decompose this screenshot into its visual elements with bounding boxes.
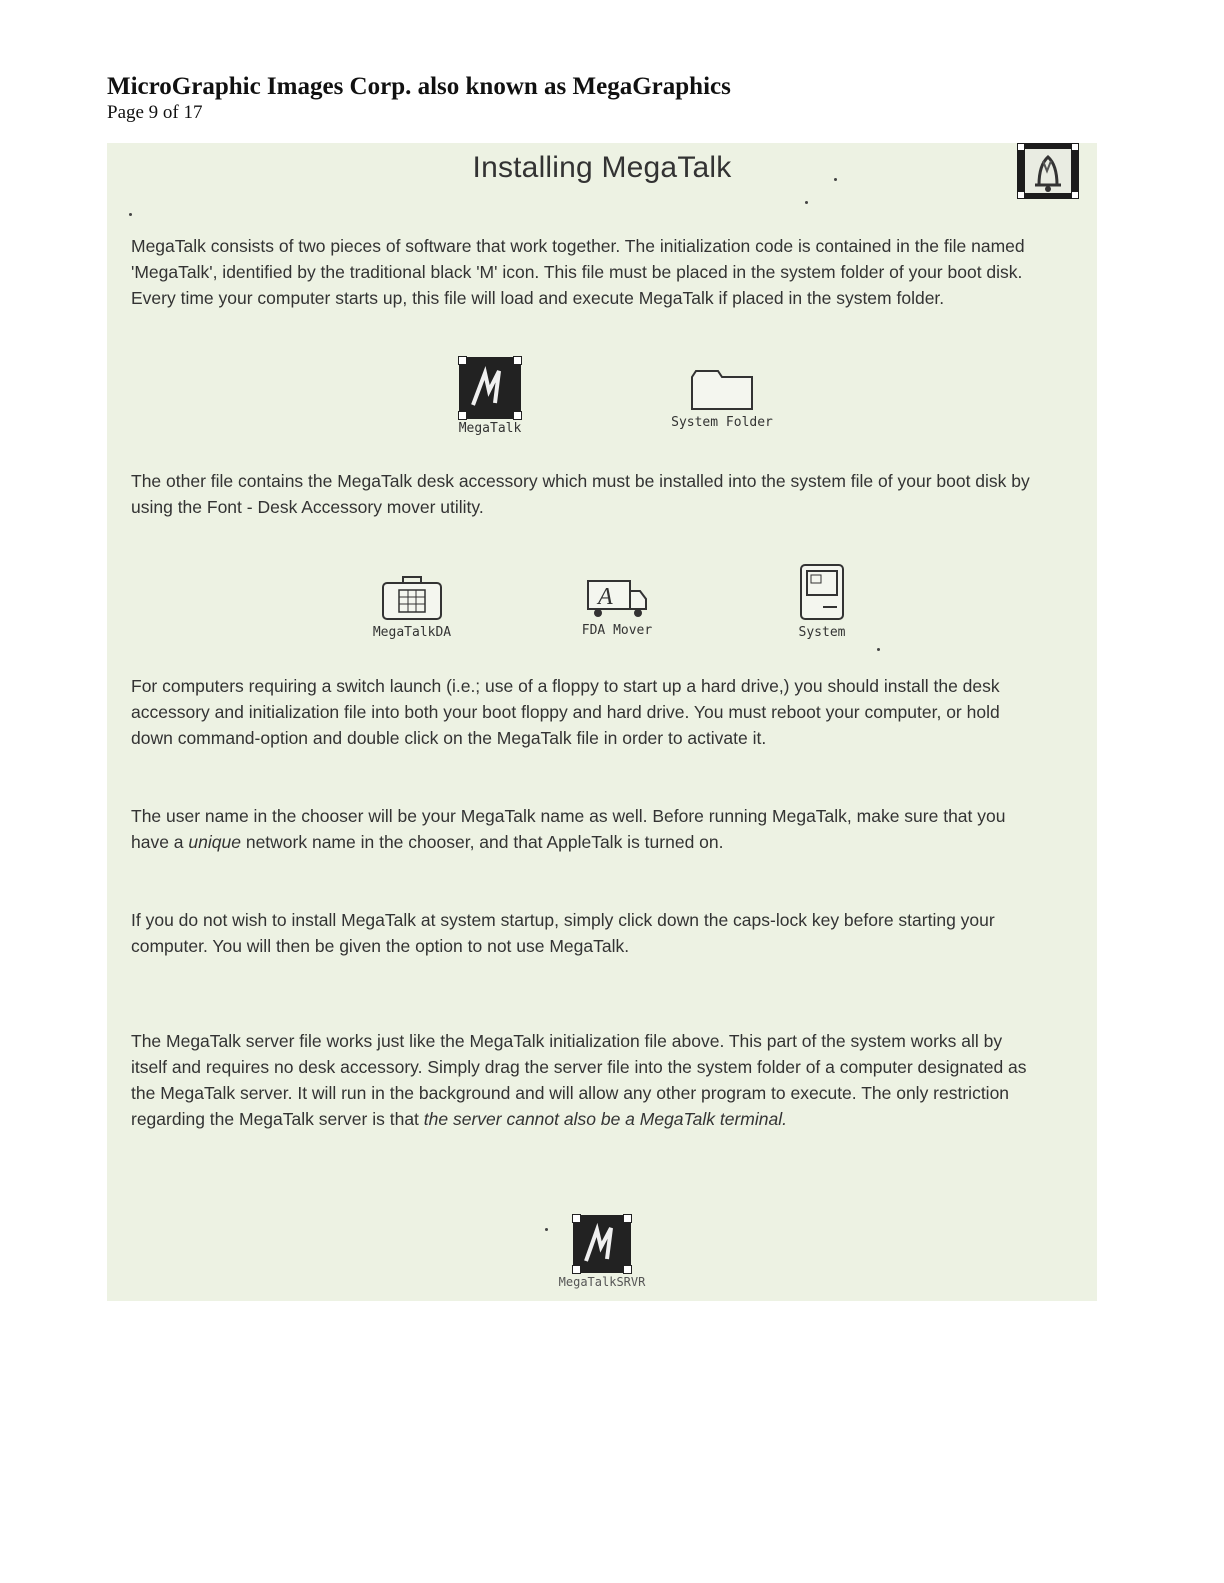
emphasis-text: unique xyxy=(188,832,241,852)
folder-icon xyxy=(688,363,756,413)
scan-speck xyxy=(805,201,808,204)
paragraph-user-name xyxy=(131,803,1041,855)
system-file xyxy=(777,563,867,640)
truck-icon xyxy=(584,575,650,621)
icon-label: System Folder xyxy=(671,415,773,430)
scan-speck xyxy=(545,1228,548,1231)
scan-speck xyxy=(834,178,837,181)
icon-label: MegaTalkDA xyxy=(372,625,452,640)
icon-label: System xyxy=(798,625,846,640)
icon-label: MegaTalkSRVR xyxy=(558,1275,646,1289)
bell-logo-icon xyxy=(1017,143,1079,199)
document-header xyxy=(107,72,731,124)
paragraph-server xyxy=(131,1028,1041,1132)
megatalkda-file xyxy=(352,573,472,640)
megatalk-file xyxy=(450,357,530,436)
paragraph-desk-accessory: The other file contains the MegaTalk desk accessory which must be installed into the system file of your boot disk by using the Font - Desk Accessory mover utility. xyxy=(131,471,1030,517)
svg-text:A: A xyxy=(598,584,613,610)
macintosh-icon xyxy=(797,563,847,623)
emphasis-text: the server cannot also be a MegaTalk terminal. xyxy=(423,1109,787,1129)
icon-label: FDA Mover xyxy=(581,623,653,638)
icon-label: MegaTalk xyxy=(458,421,522,436)
text-run: The user name in the chooser will be your MegaTalk name as well. Before running MegaTalk, make sure that you have a xyxy=(131,806,1006,852)
paragraph-caps-lock: If you do not wish to install MegaTalk at system startup, simply click down the caps-lock key before starting your computer. You will then be given the option to not use MegaTalk. xyxy=(131,910,995,956)
scan-speck xyxy=(129,213,132,216)
system-folder xyxy=(657,363,787,430)
document-title: MicroGraphic Images Corp. also known as MegaGraphics xyxy=(107,73,731,100)
megatalk-server-icon xyxy=(573,1215,631,1273)
page-number: Page 9 of 17 xyxy=(107,102,203,123)
scan-speck xyxy=(877,648,880,651)
text-run: The MegaTalk server file works just like the MegaTalk initialization file above. This part of the system works all by itself and requires no desk accessory. Simply drag the server file into the system folder of a computer designated as the MegaTalk server. It will run in the background and will allow any other program to execute. The only restriction regarding the MegaTalk server is that xyxy=(131,1031,1027,1129)
scanned-page xyxy=(107,143,1097,1301)
paragraph-switch-launch: For computers requiring a switch launch (i.e.; use of a floppy to start up a hard drive,) you should install the desk accessory and initialization file into both your boot floppy and hard drive. You must reboot your computer, or hold down command-option and double click on the MegaTalk file in order to activate it. xyxy=(131,676,1000,748)
section-title: Installing MegaTalk xyxy=(472,151,732,184)
megatalk-server-file xyxy=(547,1215,657,1289)
text-run: network name in the chooser, and that AppleTalk is turned on. xyxy=(240,832,724,852)
paragraph-intro: MegaTalk consists of two pieces of software that work together. The initialization code is contained in the file named 'MegaTalk', identified by the traditional black 'M' icon. This file must be placed in the system folder of your boot disk. Every time your computer starts up, this file will load and execute MegaTalk if placed in the system folder. xyxy=(131,236,1025,308)
megatalk-m-icon xyxy=(459,357,521,419)
suitcase-icon xyxy=(379,573,445,623)
fda-mover-file xyxy=(562,575,672,638)
